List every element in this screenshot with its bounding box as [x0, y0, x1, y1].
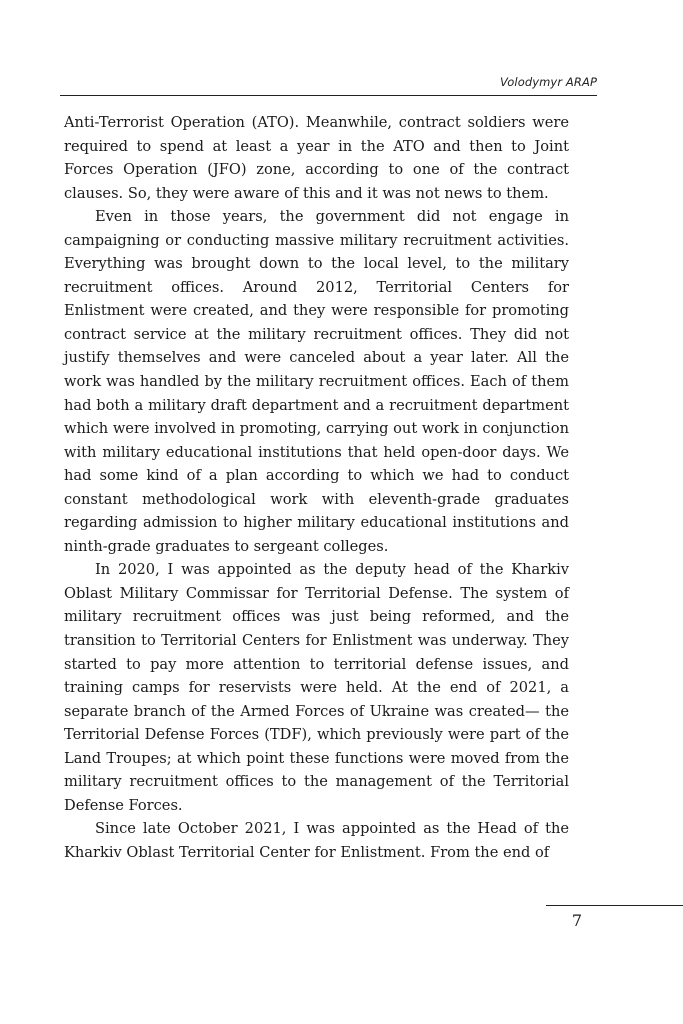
- paragraph-3: In 2020, I was appointed as the deputy head of the Kharkiv Oblast Military Commissar for Territorial Defense. The system of military recruitment offices was just being reformed, and the transition to Territorial Centers for Enlistment was underway. They started to pay more attention to territorial defense issues, and training camps for reservists were held. At the end of 2021, a separate branch of the Armed Forces of Ukraine was created— the Territorial Defense Forces (TDF), which previously were part of the Land Troupes; at which point these functions were moved from the military recruitment offices to the management of the Territorial Defense Forces.: [64, 561, 569, 814]
- running-head: [60, 68, 597, 96]
- body-text: [64, 111, 569, 865]
- paragraph-1: Anti-Terrorist Operation (ATO). Meanwhile, contract soldiers were required to spend at least a year in the ATO and then to Joint Forces Operation (JFO) zone, according to one of the contract clauses. So, they were aware of this and it was not news to them.: [64, 114, 569, 202]
- author-name: Volodymyr ARAP: [499, 75, 597, 89]
- page-number: 7: [571, 911, 582, 930]
- paragraph-4: Since late October 2021, I was appointed as the Head of the Kharkiv Oblast Territorial Center for Enlistment. From the end of: [64, 820, 569, 861]
- paragraph-2: Even in those years, the government did not engage in campaigning or conducting massive military recruitment activities. Everything was brought down to the local level, to the military recruitment offices. Around 2012, Territorial Centers for Enlistment were created, and they were responsible for promoting contract service at the military recruitment offices. They did not justify themselves and were canceled about a year later. All the work was handled by the military recruitment offices. Each of them had both a military draft department and a recruitment department which were involved in promoting, carrying out work in conjunction with military educational institutions that held open-door days. We had some kind of a plan according to which we had to conduct constant methodological work with eleventh-grade graduates regarding admission to higher military educational institutions and ninth-grade graduates to sergeant colleges.: [64, 208, 569, 555]
- footer-rule: [546, 905, 683, 906]
